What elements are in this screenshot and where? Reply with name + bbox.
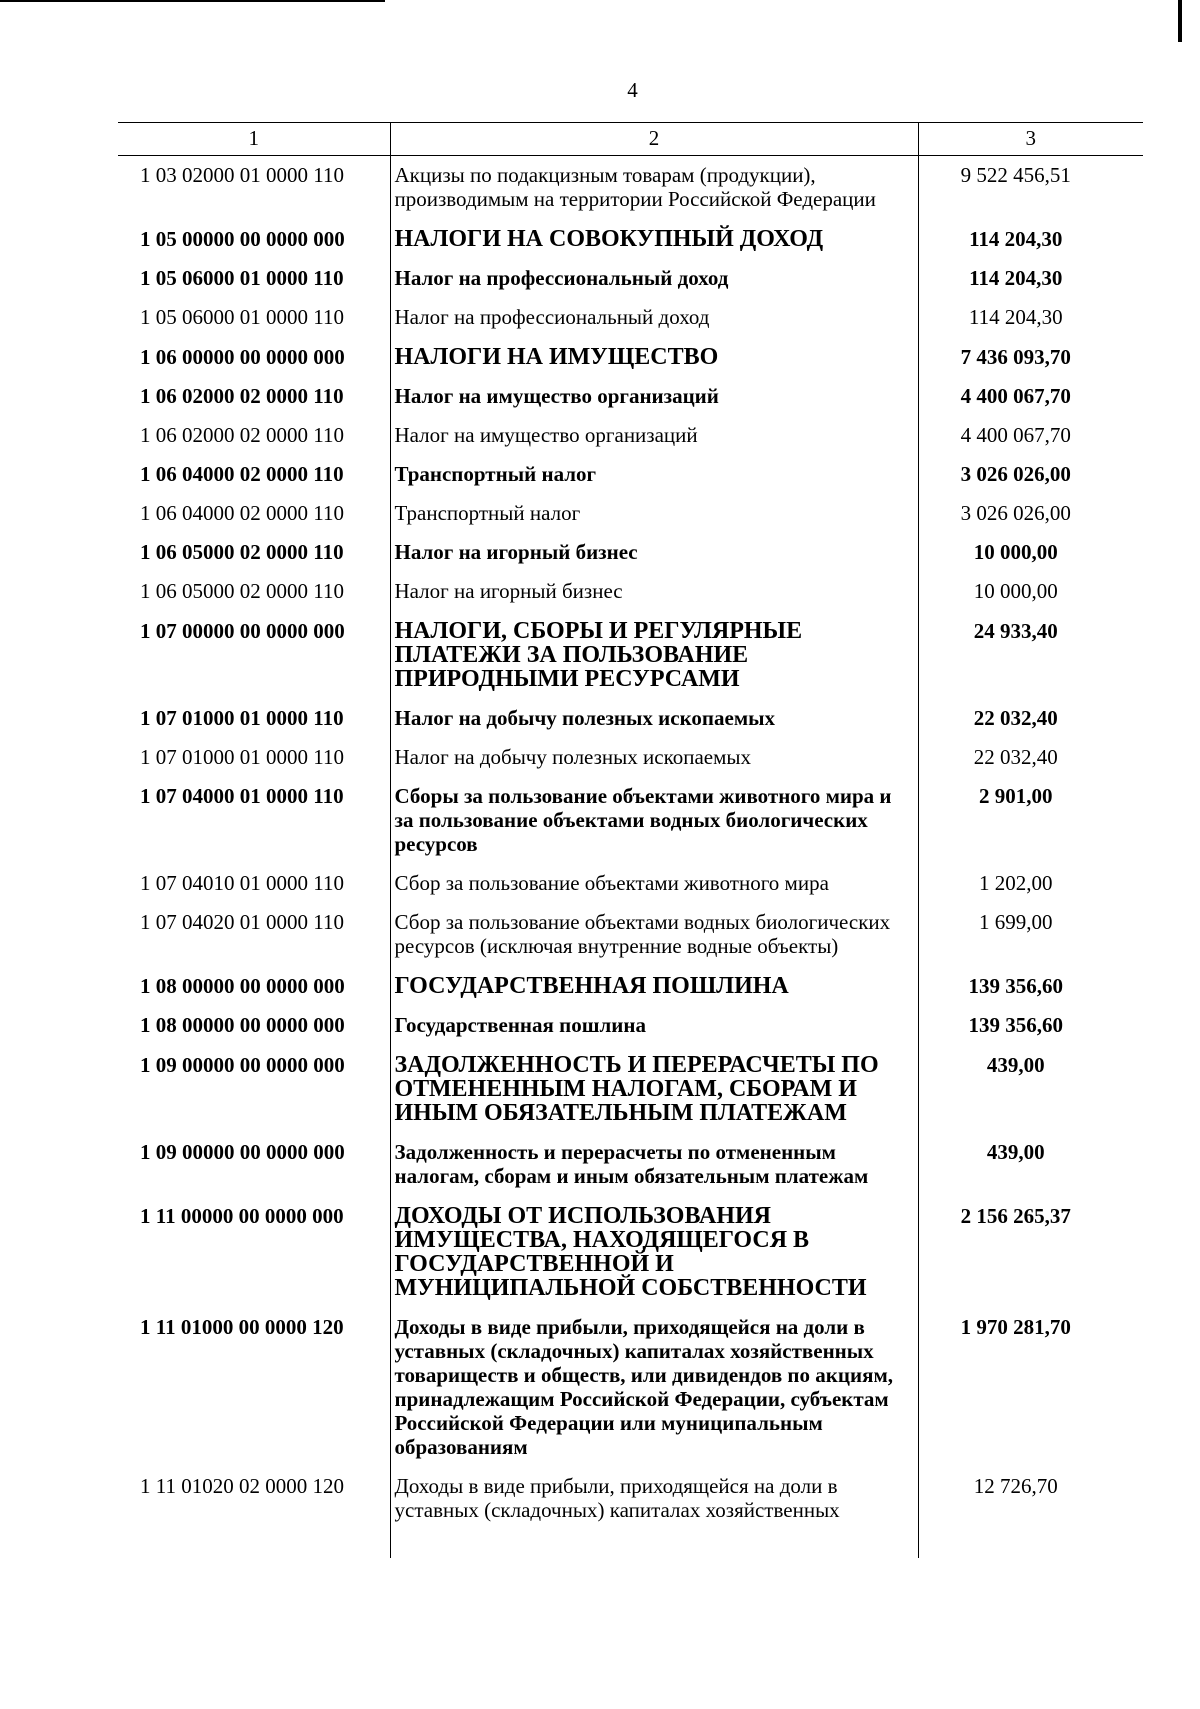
row-amount: 7 436 093,70: [960, 345, 1071, 369]
row-amount: 114 204,30: [969, 227, 1063, 251]
table-row: [118, 219, 1143, 259]
table-row: [118, 572, 1143, 611]
row-name: Доходы в виде прибыли, приходящейся на доли в уставных (складочных) капиталах хозяйственных: [390, 1467, 918, 1558]
table-row: [118, 494, 1143, 533]
page-number: 4: [627, 78, 638, 102]
row-amount: 3 026 026,00: [960, 462, 1071, 486]
row-amount: 1 699,00: [979, 910, 1053, 934]
row-name: Налог на добычу полезных ископаемых: [390, 738, 918, 777]
row-code: 1 05 06000 01 0000 110: [140, 266, 344, 290]
row-name: ДОХОДЫ ОТ ИСПОЛЬЗОВАНИЯ ИМУЩЕСТВА, НАХОДЯЩЕГОСЯ В ГОСУДАРСТВЕННОЙ И МУНИЦИПАЛЬНОЙ СОБСТВЕННОСТИ: [390, 1196, 918, 1308]
row-name: НАЛОГИ, СБОРЫ И РЕГУЛЯРНЫЕ ПЛАТЕЖИ ЗА ПОЛЬЗОВАНИЕ ПРИРОДНЫМИ РЕСУРСАМИ: [390, 611, 918, 699]
row-code: 1 11 01020 02 0000 120: [140, 1474, 344, 1498]
table-row: [118, 903, 1143, 966]
table-row: [118, 1308, 1143, 1467]
row-code: 1 06 04000 02 0000 110: [140, 462, 344, 486]
row-code: 1 05 00000 00 0000 000: [140, 227, 345, 251]
row-name: Транспортный налог: [390, 494, 918, 533]
row-code: 1 07 00000 00 0000 000: [140, 619, 345, 643]
row-name: Сборы за пользование объектами животного мира и за пользование объектами водных биологических ресурсов: [390, 777, 918, 864]
row-amount: 22 032,40: [973, 706, 1058, 730]
table-row: [118, 699, 1143, 738]
table-header-row: [118, 123, 1143, 156]
top-edge-rule: [0, 0, 385, 2]
row-name: Доходы в виде прибыли, приходящейся на доли в уставных (складочных) капиталах хозяйственных товариществ и обществ, или дивидендов по акциям, принадлежащим Российской Федерации, субъектам Российской Федерации или муниципальным образованиям: [390, 1308, 918, 1467]
row-amount: 4 400 067,70: [960, 384, 1071, 408]
row-code: 1 03 02000 01 0000 110: [140, 163, 344, 187]
row-code: 1 07 01000 01 0000 110: [140, 745, 344, 769]
table-row: [118, 864, 1143, 903]
row-amount: 10 000,00: [973, 540, 1058, 564]
row-name: НАЛОГИ НА СОВОКУПНЫЙ ДОХОД: [390, 219, 918, 259]
row-code: 1 08 00000 00 0000 000: [140, 974, 345, 998]
row-amount: 24 933,40: [973, 619, 1058, 643]
table-row: [118, 377, 1143, 416]
row-code: 1 11 00000 00 0000 000: [140, 1204, 344, 1228]
row-name: Налог на профессиональный доход: [390, 298, 918, 337]
row-name: ЗАДОЛЖЕННОСТЬ И ПЕРЕРАСЧЕТЫ ПО ОТМЕНЕННЫМ НАЛОГАМ, СБОРАМ И ИНЫМ ОБЯЗАТЕЛЬНЫМ ПЛАТЕЖАМ: [390, 1045, 918, 1133]
table-row: [118, 966, 1143, 1006]
row-amount: 12 726,70: [973, 1474, 1058, 1498]
table-row: [118, 777, 1143, 864]
revenue-table: [118, 122, 1143, 1558]
table-row: [118, 298, 1143, 337]
column-header-amount: 3: [918, 123, 1143, 156]
table-row: [118, 1133, 1143, 1196]
row-name: Налог на добычу полезных ископаемых: [390, 699, 918, 738]
row-code: 1 09 00000 00 0000 000: [140, 1140, 345, 1164]
row-name: НАЛОГИ НА ИМУЩЕСТВО: [390, 337, 918, 377]
table-row: [118, 611, 1143, 699]
row-code: 1 08 00000 00 0000 000: [140, 1013, 345, 1037]
row-code: 1 06 00000 00 0000 000: [140, 345, 345, 369]
top-right-mark: [1178, 0, 1182, 42]
row-name: Налог на игорный бизнес: [390, 572, 918, 611]
row-code: 1 06 02000 02 0000 110: [140, 423, 344, 447]
row-amount: 139 356,60: [968, 1013, 1063, 1037]
column-header-name: 2: [390, 123, 918, 156]
table-row: [118, 156, 1143, 220]
row-amount: 22 032,40: [973, 745, 1058, 769]
row-code: 1 11 01000 00 0000 120: [140, 1315, 344, 1339]
row-code: 1 07 04020 01 0000 110: [140, 910, 344, 934]
table-row: [118, 1045, 1143, 1133]
row-amount: 2 901,00: [979, 784, 1053, 808]
row-code: 1 06 05000 02 0000 110: [140, 579, 344, 603]
row-amount: 139 356,60: [968, 974, 1063, 998]
row-code: 1 05 06000 01 0000 110: [140, 305, 344, 329]
row-code: 1 06 05000 02 0000 110: [140, 540, 344, 564]
row-code: 1 06 04000 02 0000 110: [140, 501, 344, 525]
row-amount: 1 970 281,70: [960, 1315, 1071, 1339]
row-name: Государственная пошлина: [390, 1006, 918, 1045]
table-row: [118, 738, 1143, 777]
row-amount: 9 522 456,51: [960, 163, 1071, 187]
row-amount: 114 204,30: [968, 305, 1063, 329]
table-row: [118, 455, 1143, 494]
row-amount: 4 400 067,70: [960, 423, 1071, 447]
table-row: [118, 416, 1143, 455]
row-code: 1 07 04010 01 0000 110: [140, 871, 344, 895]
table-row: [118, 1006, 1143, 1045]
column-header-code: 1: [118, 123, 390, 156]
row-amount: 439,00: [986, 1140, 1045, 1164]
row-name: Налог на имущество организаций: [390, 416, 918, 455]
row-code: 1 07 04000 01 0000 110: [140, 784, 344, 808]
row-name: Акцизы по подакцизным товарам (продукции), производимым на территории Российской Федерации: [390, 156, 918, 220]
row-amount: 114 204,30: [969, 266, 1063, 290]
row-amount: 1 202,00: [979, 871, 1053, 895]
row-name: Задолженность и перерасчеты по отмененным налогам, сборам и иным обязательным платежам: [390, 1133, 918, 1196]
row-name: Сбор за пользование объектами водных биологических ресурсов (исключая внутренние водные объекты): [390, 903, 918, 966]
row-name: Транспортный налог: [390, 455, 918, 494]
table-row: [118, 533, 1143, 572]
row-amount: 10 000,00: [973, 579, 1058, 603]
row-name: Налог на игорный бизнес: [390, 533, 918, 572]
table-row: [118, 1467, 1143, 1558]
row-amount: 2 156 265,37: [960, 1204, 1071, 1228]
row-name: Сбор за пользование объектами животного мира: [390, 864, 918, 903]
row-code: 1 09 00000 00 0000 000: [140, 1053, 345, 1077]
row-name: ГОСУДАРСТВЕННАЯ ПОШЛИНА: [390, 966, 918, 1006]
row-amount: 439,00: [986, 1053, 1045, 1077]
row-code: 1 07 01000 01 0000 110: [140, 706, 344, 730]
row-name: Налог на профессиональный доход: [390, 259, 918, 298]
table-row: [118, 1196, 1143, 1308]
table-row: [118, 259, 1143, 298]
row-amount: 3 026 026,00: [960, 501, 1071, 525]
table-row: [118, 337, 1143, 377]
row-name: Налог на имущество организаций: [390, 377, 918, 416]
row-code: 1 06 02000 02 0000 110: [140, 384, 344, 408]
